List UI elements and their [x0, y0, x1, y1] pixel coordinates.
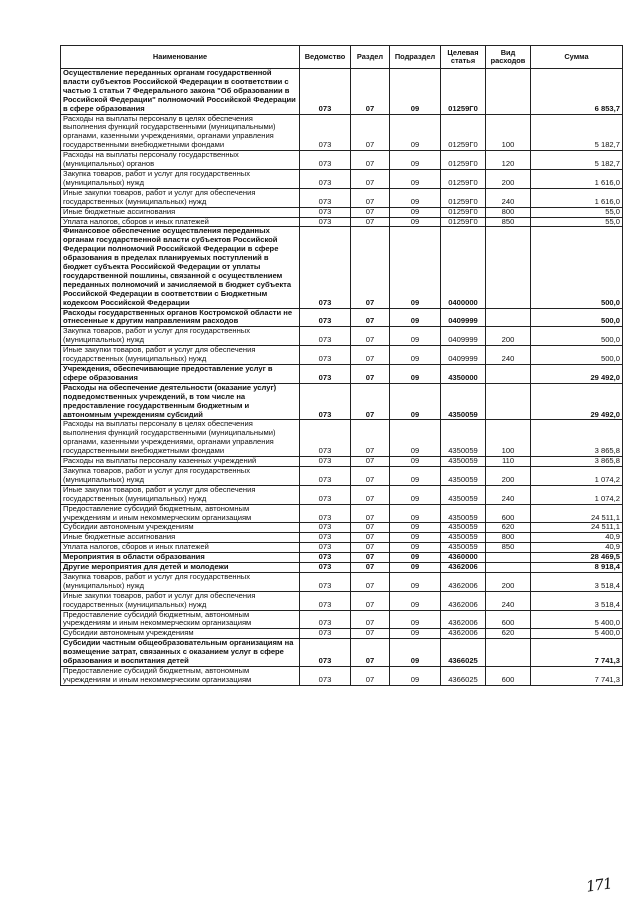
cell-subsection: 09 [390, 69, 441, 115]
cell-subsection: 09 [390, 639, 441, 667]
cell-subsection: 09 [390, 308, 441, 327]
cell-name: Субсидии автономным учреждениям [61, 523, 300, 533]
cell-target: 4350059 [441, 383, 486, 420]
cell-name: Финансовое обеспечение осуществления переданных органам государственной власти субъектов Российской Федерации полномочий Российской Федерации в сфере образования в пределах планируемых поступлений в бюджет субъекта Российской Федерации от уплаты государственной пошлины, связанной с осуществлением переданных полномочий и зачисляемой в бюджет субъекта Российской Федерации в соответствии с Бюджетным кодексом Российской Федерации [61, 227, 300, 308]
table-row [61, 504, 623, 523]
cell-dept: 073 [300, 207, 351, 217]
cell-expense-type: 800 [486, 533, 531, 543]
table-row [61, 327, 623, 346]
cell-name: Закупка товаров, работ и услуг для государственных (муниципальных) нужд [61, 466, 300, 485]
table-row [61, 308, 623, 327]
cell-section: 07 [351, 346, 390, 365]
table-row [61, 572, 623, 591]
cell-subsection: 09 [390, 457, 441, 467]
cell-target: 0409999 [441, 308, 486, 327]
cell-expense-type: 600 [486, 667, 531, 686]
cell-dept: 073 [300, 485, 351, 504]
cell-sum: 8 918,4 [531, 563, 623, 573]
cell-subsection: 09 [390, 383, 441, 420]
cell-sum: 40,9 [531, 533, 623, 543]
cell-expense-type [486, 563, 531, 573]
cell-dept: 073 [300, 346, 351, 365]
cell-target: 4350059 [441, 504, 486, 523]
cell-target: 01259Г0 [441, 188, 486, 207]
cell-sum: 55,0 [531, 207, 623, 217]
cell-name: Предоставление субсидий бюджетным, автономным учреждениям и иным некоммерческим организациям [61, 610, 300, 629]
budget-table [60, 45, 623, 686]
cell-name: Расходы на обеспечение деятельности (оказание услуг) подведомственных учреждений, в том числе на предоставление государственным бюджетным и автономным учреждениям субсидий [61, 383, 300, 420]
cell-subsection: 09 [390, 169, 441, 188]
cell-subsection: 09 [390, 610, 441, 629]
header-subsection: Подраздел [390, 46, 441, 69]
cell-expense-type: 240 [486, 346, 531, 365]
cell-section: 07 [351, 629, 390, 639]
cell-sum: 7 741,3 [531, 639, 623, 667]
cell-target: 4350059 [441, 543, 486, 553]
cell-subsection: 09 [390, 629, 441, 639]
cell-subsection: 09 [390, 523, 441, 533]
cell-sum: 500,0 [531, 227, 623, 308]
table-row [61, 383, 623, 420]
cell-expense-type: 240 [486, 591, 531, 610]
cell-subsection: 09 [390, 504, 441, 523]
header-dept: Ведомство [300, 46, 351, 69]
cell-name: Закупка товаров, работ и услуг для государственных (муниципальных) нужд [61, 169, 300, 188]
cell-dept: 073 [300, 420, 351, 457]
cell-target: 01259Г0 [441, 169, 486, 188]
cell-expense-type: 100 [486, 420, 531, 457]
cell-target: 4366025 [441, 667, 486, 686]
cell-target: 4350059 [441, 420, 486, 457]
cell-target: 01259Г0 [441, 114, 486, 151]
cell-expense-type [486, 308, 531, 327]
cell-name: Субсидии частным общеобразовательным организациям на возмещение затрат, связанных с оказанием услуг в сфере образования и воспитания детей [61, 639, 300, 667]
cell-section: 07 [351, 457, 390, 467]
table-row [61, 610, 623, 629]
cell-expense-type: 200 [486, 327, 531, 346]
cell-target: 01259Г0 [441, 217, 486, 227]
cell-expense-type: 200 [486, 169, 531, 188]
cell-subsection: 09 [390, 207, 441, 217]
cell-section: 07 [351, 227, 390, 308]
cell-subsection: 09 [390, 114, 441, 151]
cell-name: Иные бюджетные ассигнования [61, 207, 300, 217]
cell-expense-type: 200 [486, 572, 531, 591]
cell-target: 4362006 [441, 591, 486, 610]
cell-sum: 3 518,4 [531, 591, 623, 610]
cell-dept: 073 [300, 610, 351, 629]
cell-target: 4360000 [441, 553, 486, 563]
cell-section: 07 [351, 543, 390, 553]
cell-name: Закупка товаров, работ и услуг для государственных (муниципальных) нужд [61, 572, 300, 591]
cell-sum: 40,9 [531, 543, 623, 553]
table-row [61, 457, 623, 467]
cell-section: 07 [351, 639, 390, 667]
table-row [61, 639, 623, 667]
cell-target: 4366025 [441, 639, 486, 667]
cell-sum: 3 865,8 [531, 420, 623, 457]
cell-section: 07 [351, 365, 390, 384]
header-section: Раздел [351, 46, 390, 69]
cell-sum: 24 511,1 [531, 504, 623, 523]
cell-sum: 29 492,0 [531, 365, 623, 384]
table-row [61, 667, 623, 686]
cell-expense-type: 620 [486, 629, 531, 639]
cell-name: Другие мероприятия для детей и молодежи [61, 563, 300, 573]
cell-section: 07 [351, 533, 390, 543]
cell-section: 07 [351, 667, 390, 686]
cell-sum: 7 741,3 [531, 667, 623, 686]
cell-dept: 073 [300, 169, 351, 188]
cell-section: 07 [351, 572, 390, 591]
cell-subsection: 09 [390, 188, 441, 207]
cell-expense-type: 240 [486, 188, 531, 207]
cell-name: Закупка товаров, работ и услуг для государственных (муниципальных) нужд [61, 327, 300, 346]
cell-expense-type: 620 [486, 523, 531, 533]
cell-sum: 24 511,1 [531, 523, 623, 533]
cell-target: 4350000 [441, 365, 486, 384]
cell-sum: 5 400,0 [531, 610, 623, 629]
cell-sum: 3 518,4 [531, 572, 623, 591]
cell-section: 07 [351, 327, 390, 346]
cell-name: Иные закупки товаров, работ и услуг для обеспечения государственных (муниципальных) нужд [61, 591, 300, 610]
cell-section: 07 [351, 504, 390, 523]
cell-section: 07 [351, 69, 390, 115]
cell-dept: 073 [300, 466, 351, 485]
cell-target: 01259Г0 [441, 207, 486, 217]
table-row [61, 207, 623, 217]
cell-target: 4362006 [441, 563, 486, 573]
cell-target: 4362006 [441, 610, 486, 629]
cell-subsection: 09 [390, 553, 441, 563]
cell-expense-type: 120 [486, 151, 531, 170]
cell-dept: 073 [300, 629, 351, 639]
cell-name: Уплата налогов, сборов и иных платежей [61, 217, 300, 227]
cell-section: 07 [351, 188, 390, 207]
table-row [61, 563, 623, 573]
cell-subsection: 09 [390, 466, 441, 485]
cell-expense-type: 600 [486, 610, 531, 629]
cell-dept: 073 [300, 523, 351, 533]
cell-section: 07 [351, 308, 390, 327]
cell-sum: 5 400,0 [531, 629, 623, 639]
cell-expense-type: 850 [486, 543, 531, 553]
cell-sum: 5 182,7 [531, 151, 623, 170]
cell-subsection: 09 [390, 227, 441, 308]
cell-dept: 073 [300, 563, 351, 573]
cell-section: 07 [351, 563, 390, 573]
cell-dept: 073 [300, 533, 351, 543]
cell-dept: 073 [300, 639, 351, 667]
table-header-row [61, 46, 623, 69]
table-row [61, 553, 623, 563]
cell-section: 07 [351, 217, 390, 227]
cell-target: 4362006 [441, 572, 486, 591]
cell-section: 07 [351, 610, 390, 629]
cell-section: 07 [351, 383, 390, 420]
cell-dept: 073 [300, 188, 351, 207]
cell-sum: 1 074,2 [531, 466, 623, 485]
cell-name: Предоставление субсидий бюджетным, автономным учреждениям и иным некоммерческим организациям [61, 504, 300, 523]
cell-sum: 29 492,0 [531, 383, 623, 420]
cell-expense-type [486, 227, 531, 308]
cell-dept: 073 [300, 591, 351, 610]
cell-section: 07 [351, 591, 390, 610]
table-row [61, 69, 623, 115]
table-row [61, 227, 623, 308]
cell-name: Расходы на выплаты персоналу в целях обеспечения выполнения функций государственными (муниципальными) органами, казенными учреждениями, органами управления государственными внебюджетными фондами [61, 420, 300, 457]
cell-target: 01259Г0 [441, 69, 486, 115]
cell-expense-type: 850 [486, 217, 531, 227]
cell-dept: 073 [300, 69, 351, 115]
cell-section: 07 [351, 485, 390, 504]
cell-section: 07 [351, 553, 390, 563]
cell-name: Мероприятия в области образования [61, 553, 300, 563]
cell-subsection: 09 [390, 533, 441, 543]
cell-name: Расходы государственных органов Костромской области не отнесенные к другим направлениям расходов [61, 308, 300, 327]
cell-expense-type: 600 [486, 504, 531, 523]
cell-sum: 1 616,0 [531, 188, 623, 207]
cell-subsection: 09 [390, 327, 441, 346]
cell-sum: 1 074,2 [531, 485, 623, 504]
cell-target: 0409999 [441, 346, 486, 365]
cell-sum: 6 853,7 [531, 69, 623, 115]
cell-section: 07 [351, 207, 390, 217]
header-name: Наименование [61, 46, 300, 69]
cell-sum: 500,0 [531, 327, 623, 346]
cell-target: 4350059 [441, 533, 486, 543]
table-row [61, 533, 623, 543]
cell-name: Иные закупки товаров, работ и услуг для обеспечения государственных (муниципальных) нужд [61, 485, 300, 504]
cell-dept: 073 [300, 383, 351, 420]
cell-dept: 073 [300, 327, 351, 346]
cell-name: Предоставление субсидий бюджетным, автономным учреждениям и иным некоммерческим организациям [61, 667, 300, 686]
cell-name: Осуществление переданных органам государственной власти субъектов Российской Федерации в соответствии с частью 1 статьи 7 Федерального закона "Об образовании в Российской Федерации" полномочий Российской Федерации в сфере образования [61, 69, 300, 115]
header-sum: Сумма [531, 46, 623, 69]
cell-subsection: 09 [390, 572, 441, 591]
cell-dept: 073 [300, 543, 351, 553]
cell-name: Иные закупки товаров, работ и услуг для обеспечения государственных (муниципальных) нужд [61, 188, 300, 207]
cell-dept: 073 [300, 227, 351, 308]
cell-dept: 073 [300, 308, 351, 327]
cell-sum: 28 469,5 [531, 553, 623, 563]
table-row [61, 217, 623, 227]
table-row [61, 188, 623, 207]
cell-subsection: 09 [390, 591, 441, 610]
table-row [61, 114, 623, 151]
cell-target: 4350059 [441, 457, 486, 467]
cell-subsection: 09 [390, 563, 441, 573]
cell-dept: 073 [300, 365, 351, 384]
cell-section: 07 [351, 114, 390, 151]
cell-target: 4362006 [441, 629, 486, 639]
cell-subsection: 09 [390, 543, 441, 553]
cell-section: 07 [351, 151, 390, 170]
cell-expense-type: 110 [486, 457, 531, 467]
cell-expense-type [486, 365, 531, 384]
table-row [61, 169, 623, 188]
cell-target: 4350059 [441, 523, 486, 533]
cell-sum: 500,0 [531, 346, 623, 365]
cell-name: Учреждения, обеспечивающие предоставление услуг в сфере образования [61, 365, 300, 384]
cell-sum: 500,0 [531, 308, 623, 327]
cell-name: Иные закупки товаров, работ и услуг для обеспечения государственных (муниципальных) нужд [61, 346, 300, 365]
cell-dept: 073 [300, 151, 351, 170]
cell-dept: 073 [300, 553, 351, 563]
table-row [61, 151, 623, 170]
cell-expense-type: 240 [486, 485, 531, 504]
header-expense-type: Вид расходов [486, 46, 531, 69]
table-row [61, 523, 623, 533]
cell-name: Уплата налогов, сборов и иных платежей [61, 543, 300, 553]
table-row [61, 420, 623, 457]
table-row [61, 365, 623, 384]
cell-dept: 073 [300, 667, 351, 686]
cell-sum: 1 616,0 [531, 169, 623, 188]
cell-dept: 073 [300, 504, 351, 523]
table-row [61, 485, 623, 504]
page-number: 171 [584, 874, 613, 896]
cell-dept: 073 [300, 217, 351, 227]
cell-sum: 55,0 [531, 217, 623, 227]
table-row [61, 629, 623, 639]
cell-expense-type [486, 383, 531, 420]
cell-expense-type: 200 [486, 466, 531, 485]
cell-subsection: 09 [390, 346, 441, 365]
cell-subsection: 09 [390, 485, 441, 504]
table-body [61, 69, 623, 686]
cell-dept: 073 [300, 114, 351, 151]
table-row [61, 543, 623, 553]
cell-subsection: 09 [390, 151, 441, 170]
cell-expense-type: 800 [486, 207, 531, 217]
table-row [61, 466, 623, 485]
cell-name: Субсидии автономным учреждениям [61, 629, 300, 639]
cell-sum: 5 182,7 [531, 114, 623, 151]
cell-section: 07 [351, 466, 390, 485]
cell-target: 4350059 [441, 466, 486, 485]
cell-expense-type [486, 553, 531, 563]
cell-section: 07 [351, 420, 390, 457]
cell-subsection: 09 [390, 365, 441, 384]
cell-name: Расходы на выплаты персоналу государственных (муниципальных) органов [61, 151, 300, 170]
table-row [61, 591, 623, 610]
cell-expense-type: 100 [486, 114, 531, 151]
cell-expense-type [486, 639, 531, 667]
table-row [61, 346, 623, 365]
cell-name: Расходы на выплаты персоналу в целях обеспечения выполнения функций государственными (муниципальными) органами, казенными учреждениями, органами управления государственными внебюджетными фондами [61, 114, 300, 151]
cell-name: Иные бюджетные ассигнования [61, 533, 300, 543]
cell-subsection: 09 [390, 217, 441, 227]
cell-section: 07 [351, 523, 390, 533]
cell-target: 0409999 [441, 327, 486, 346]
cell-subsection: 09 [390, 420, 441, 457]
cell-sum: 3 865,8 [531, 457, 623, 467]
cell-target: 01259Г0 [441, 151, 486, 170]
cell-target: 4350059 [441, 485, 486, 504]
cell-dept: 073 [300, 457, 351, 467]
cell-section: 07 [351, 169, 390, 188]
cell-target: 0400000 [441, 227, 486, 308]
cell-dept: 073 [300, 572, 351, 591]
cell-name: Расходы на выплаты персоналу казенных учреждений [61, 457, 300, 467]
cell-subsection: 09 [390, 667, 441, 686]
header-target: Целевая статья [441, 46, 486, 69]
cell-expense-type [486, 69, 531, 115]
